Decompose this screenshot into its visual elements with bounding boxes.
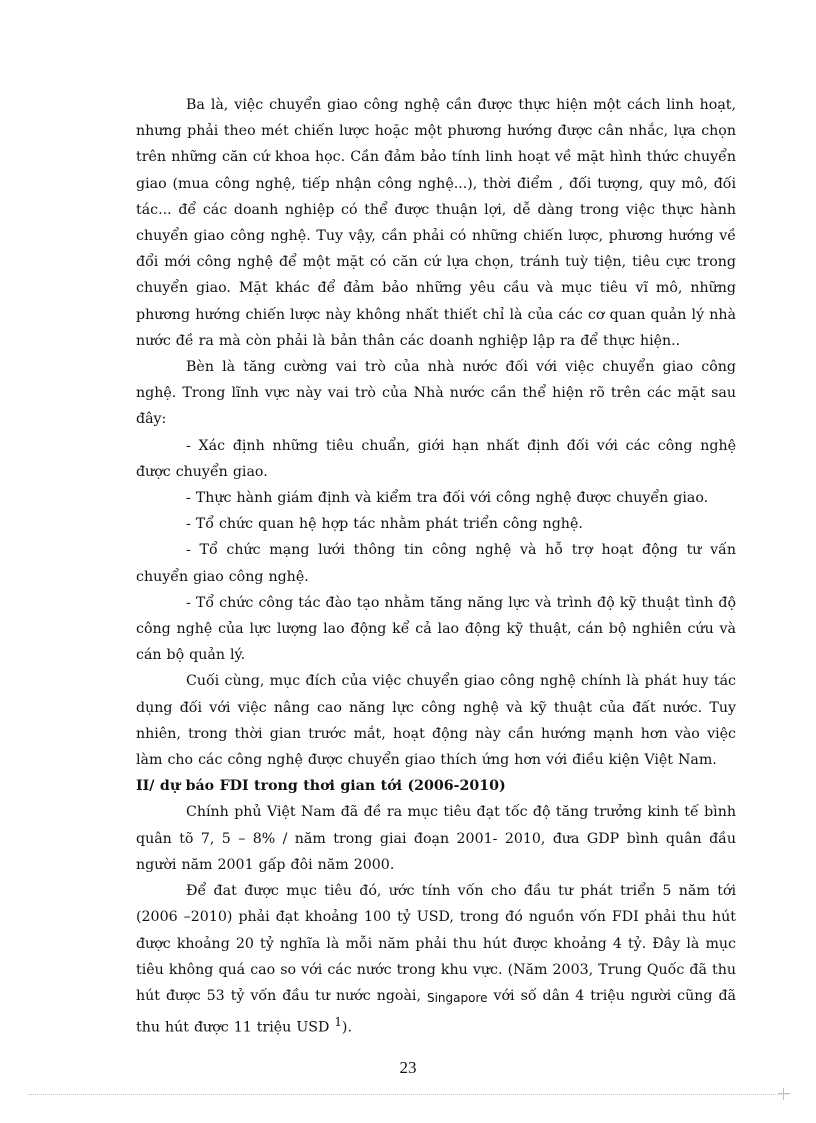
footer-divider — [28, 1094, 788, 1095]
paragraph-conclusion: Cuối cùng, mục đích của việc chuyển giao công nghệ chính là phát huy tác dụng đối với việc nâng cao năng lực công nghệ và kỹ thuật của đất nước. Tuy nhiên, trong thời gian trước mắt, hoạt động này cần hướng mạnh hơn vào việc làm cho các công nghệ được chuyển giao thích ứng hơn với điều kiện Việt Nam. — [136, 673, 736, 769]
paragraph-fdi-target — [136, 878, 736, 1041]
bullet-information-network: - Tổ chức mạng lưới thông tin công nghệ và hỗ trợ hoạt động tư vấn chuyển giao công nghệ. — [136, 542, 736, 585]
bullet-cooperation: - Tổ chức quan hệ hợp tác nhằm phát triển công nghệ. — [186, 516, 583, 533]
paragraph-fourth-point: Bèn là tăng cường vai trò của nhà nước đối với việc chuyển giao công nghệ. Trong lĩnh vực này vai trò của Nhà nước cần thể hiện rõ trên các mặt sau đây: — [136, 359, 736, 428]
singapore-label: Singapore — [426, 990, 488, 1005]
document-page — [136, 92, 736, 1041]
bullet-standards: - Xác định những tiêu chuẩn, giới hạn nhất định đối với các công nghệ được chuyển giao. — [136, 437, 736, 480]
fdi-text-start: Để đat được mục tiêu đó, ước tính vốn cho đầu tư phát triển 5 năm tới (2006 –2010) phải đạt khoảng 100 tỷ USD, trong đó nguồn vốn FDI phải thu hút được khoảng 20 tỷ nghĩa là mỗi năm phải thu hút được khoảng 4 tỷ. Đây là mục tiêu không quá cao so với các nước trong khu vực. (Năm 2003, Trung Quốc đã thu hút được 53 tỷ vốn đầu tư nước ngoài, — [136, 883, 736, 1004]
footnote-marker[interactable]: 1 — [334, 1015, 342, 1030]
paragraph-third-point: Ba là, việc chuyển giao công nghệ cần được thực hiện một cách linh hoạt, nhưng phải theo mét chiến lược hoặc một phương hướng được cân nhắc, lựa chọn trên những căn cứ khoa học. Cần đảm bảo tính linh hoạt về mặt hình thức chuyển giao (mua công nghệ, tiếp nhận công nghệ...), thời điểm , đối tượng, quy mô, đối tác... để các doanh nghiệp có thể được thuận lợi, dễ dàng trong việc thực hành chuyển giao công nghệ. Tuy vậy, cần phải có những chiến lược, phương hướng về đổi mới công nghệ để một mặt có căn cứ lựa chọn, tránh tuỳ tiện, tiêu cực trong chuyển giao. Mặt khác để đảm bảo những yêu cầu và mục tiêu vĩ mô, những phương hướng chiến lược này không nhất thiết chỉ là của các cơ quan quản lý nhà nước đề ra mà còn phải là bản thân các doanh nghiệp lập ra để thực hiện.. — [136, 97, 736, 349]
paragraph-growth-target: Chính phủ Việt Nam đã đề ra mục tiêu đạt tốc độ tăng trưởng kinh tế bình quân tõ 7, 5 – 8% / năm trong giai đoạn 2001- 2010, đưa GDP bình quân đầu người năm 2001 gấp đôi năm 2000. — [136, 804, 736, 873]
page-number: 23 — [399, 1058, 417, 1077]
fdi-text-middle: với số dân 4 triệu người cũng đã thu hút được 11 triệu USD — [136, 987, 737, 1036]
bullet-training: - Tổ chức công tác đào tạo nhằm tăng năng lực và trình độ kỹ thuật tình độ công nghệ của lực lượng lao động kể cả lao động kỹ thuật, cán bộ nghiên cứu và cán bộ quản lý. — [136, 594, 736, 664]
fdi-text-end: ). — [341, 1019, 352, 1036]
bullet-inspection: - Thực hành giám định và kiểm tra đối với công nghệ được chuyển giao. — [186, 490, 709, 507]
section-heading: II/ dự báo FDI trong thơi gian tới (2006-2010) — [136, 778, 506, 795]
crosshair-icon — [778, 1088, 790, 1100]
